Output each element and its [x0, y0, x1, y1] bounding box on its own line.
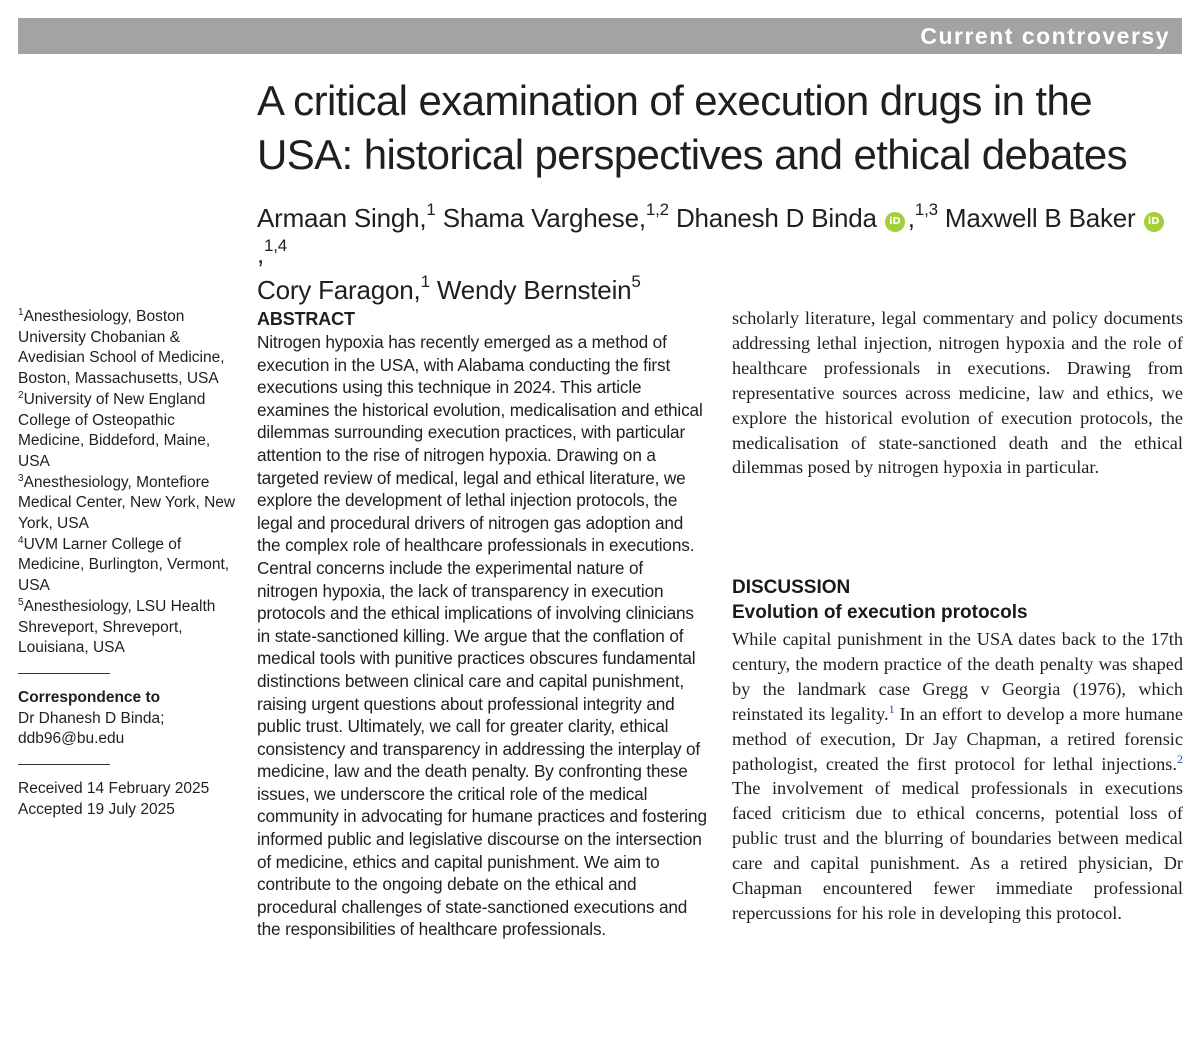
abstract-text: Nitrogen hypoxia has recently emerged as a method of execution in the USA, with Alabama conducting the first executions using this technique in 2024. This article examines the historical evolution, medicalisation and ethical dilemmas surrounding execution practices, with particular attention to the rise of nitrogen hypoxia. Drawing on a targeted review of medical, legal and ethical literature, we explore the development of lethal injection protocols, the legal and procedural drivers of nitrogen gas adoption and the complex role of healthcare professionals in executions. Central concerns include the experimental nature of nitrogen hypoxia, the lack of transparency in execution protocols and the ethical implications of involving clinicians in state-sanctioned killing. We argue that the conflation of medical tools with punitive practices obscures fundamental distinctions between clinical care and capital punishment, raising urgent questions about professional integrity and public trust. Ultimately, we call for greater clarity, ethical consistency and transparency in addressing the interplay of medicine, law and the death penalty. By confronting these issues, we underscore the critical role of the medical community in advocating for humane practices and fostering informed public and legislative discourse on the intersection of medicine, ethics and capital punishment. We aim to contribute to the ongoing debate on the ethical and procedural challenges of state-sanctioned executions and the responsibilities of healthcare professionals.	[257, 332, 707, 940]
introduction-continued	[732, 306, 1183, 480]
section-label: Current controversy	[18, 18, 1182, 54]
subsection-heading: Evolution of execution protocols	[732, 602, 1028, 623]
author-list	[257, 200, 1187, 308]
affiliation: $^5$Anesthesiology, LSU Health Shreveport, Shreveport, Louisiana, USA	[18, 596, 216, 657]
discussion-heading: DISCUSSION	[732, 577, 851, 598]
reference-link[interactable]: 1	[888, 701, 895, 716]
received-date: Received 14 February 2025	[18, 780, 210, 798]
orcid-icon[interactable]: iD	[1144, 212, 1164, 232]
affiliation: $^2$University of New England College of Osteopathic Medicine, Biddeford, Maine, USA	[18, 389, 211, 470]
author: Shama Varghese,$^{1,2}$	[442, 200, 669, 233]
author: Armaan Singh,$^1$	[257, 200, 436, 233]
divider	[18, 673, 110, 674]
author: Maxwell B Baker iD,$^{1,4}$	[257, 203, 1167, 269]
reference-link[interactable]: 2	[1177, 751, 1183, 766]
affiliation: $^3$Anesthesiology, Montefiore Medical Center, New York, New York, USA	[18, 472, 236, 533]
body-paragraph: scholarly literature, legal commentary and policy documents addressing lethal injection, nitrogen hypoxia and the role of healthcare professionals in executions. Drawing from representative sources across medicine, law and ethics, we explore the historical evolution of execution protocols, the medicalisation of state-sanctioned death and the ethical dilemmas posed by nitrogen hypoxia in particular.	[732, 308, 1183, 478]
article-sidebar	[18, 307, 238, 820]
correspondence-email[interactable]: ddb96@bu.edu	[18, 730, 125, 748]
abstract	[257, 307, 707, 941]
abstract-heading: ABSTRACT	[257, 309, 355, 329]
correspondence-name: Dr Dhanesh D Binda;	[18, 709, 165, 727]
article-title: A critical examination of execution drugs in the USA: historical perspectives and ethical debates	[257, 77, 1128, 178]
author: Cory Faragon,$^1$	[257, 272, 430, 305]
body-paragraph: While capital punishment in the USA dates back to the 17th century, the modern practice of the death penalty was shaped by the landmark case Gregg v Georgia (1976), which reinstated its legality.$^1$ In an effort to develop a more humane method of execution, Dr Jay Chapman, a retired forensic pathologist, created the first protocol for lethal injections.$^2$ The involvement of medical professionals in executions faced criticism due to ethical concerns, potential loss of public trust and the blurring of boundaries between medical care and capital punishment. As a retired physician, Dr Chapman encountered fewer immediate professional repercussions for his role in developing this protocol.	[732, 629, 1183, 923]
divider	[18, 764, 110, 765]
author: Wendy Bernstein$^5$	[436, 272, 641, 305]
affiliation: $^4$UVM Larner College of Medicine, Burlington, Vermont, USA	[18, 534, 230, 595]
orcid-icon[interactable]: iD	[885, 212, 905, 232]
accepted-date: Accepted 19 July 2025	[18, 800, 175, 818]
affiliation: $^1$Anesthesiology, Boston University Chobanian & Avedisian School of Medicine, Boston, Massachusetts, USA	[18, 306, 225, 388]
author: Dhanesh D Binda iD ,$^{1,3}$	[675, 200, 938, 233]
correspondence-heading: Correspondence to	[18, 688, 161, 706]
discussion-body	[732, 627, 1183, 926]
